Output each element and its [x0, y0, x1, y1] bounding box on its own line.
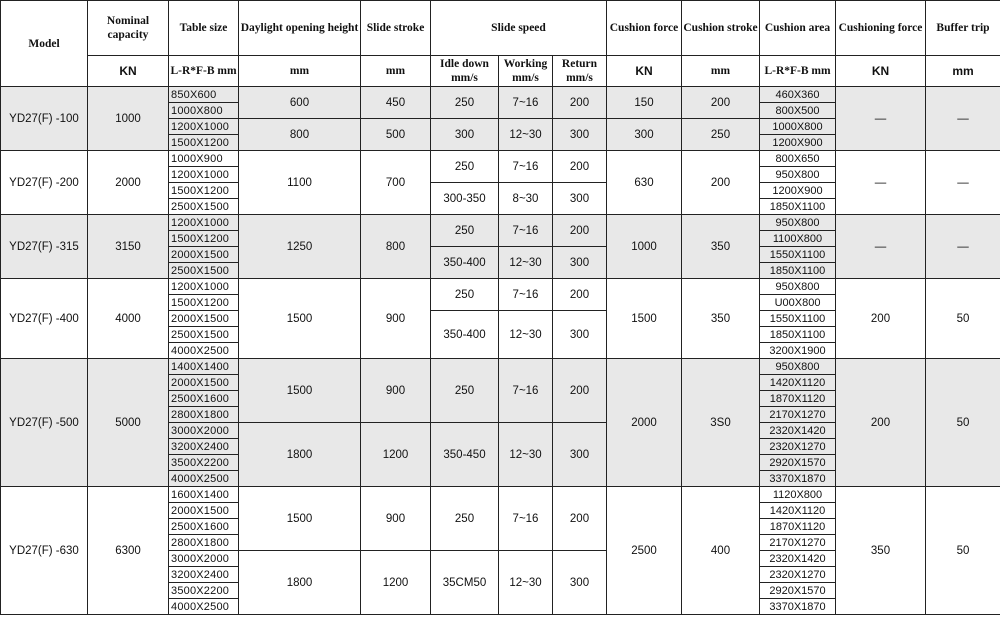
nominal-capacity: 6300 [88, 487, 169, 615]
idle-down-speed: 350-400 [431, 311, 499, 359]
idle-down-speed: 250 [431, 359, 499, 423]
cushion-area: 1550X1100 [760, 311, 836, 327]
table-size: 1200X1000 [169, 279, 239, 295]
cushion-area: 950X800 [760, 167, 836, 183]
header-cushion-force: Cushion force [607, 1, 682, 56]
daylight-height: 1500 [239, 279, 361, 359]
cushion-area: 1870X1120 [760, 519, 836, 535]
buffer-trip: — [926, 87, 1000, 151]
table-size: 4000X2500 [169, 471, 239, 487]
daylight-height: 1500 [239, 359, 361, 423]
table-row [1, 359, 1000, 375]
table-size: 2500X1600 [169, 391, 239, 407]
slide-stroke: 450 [361, 87, 431, 119]
table-size: 1600X1400 [169, 487, 239, 503]
cushion-force: 150 [607, 87, 682, 119]
table-size: 2000X1500 [169, 247, 239, 263]
cushion-area: 1420X1120 [760, 503, 836, 519]
daylight-height: 1800 [239, 423, 361, 487]
buffer-trip: 50 [926, 359, 1000, 487]
working-speed: 7~16 [499, 487, 553, 551]
header-nominal-capacity: Nominal capacity [88, 1, 169, 56]
cushion-area: U00X800 [760, 295, 836, 311]
table-size: 2800X1800 [169, 407, 239, 423]
table-size: 4000X2500 [169, 343, 239, 359]
table-size: 2500X1600 [169, 519, 239, 535]
return-speed: 200 [553, 87, 607, 119]
working-speed: 7~16 [499, 87, 553, 119]
cushion-area: 1550X1100 [760, 247, 836, 263]
cushion-area: 2320X1420 [760, 423, 836, 439]
nominal-capacity: 1000 [88, 87, 169, 151]
table-row [1, 87, 1000, 103]
buffer-trip: 50 [926, 279, 1000, 359]
slide-stroke: 1200 [361, 423, 431, 487]
table-size: 4000X2500 [169, 599, 239, 615]
working-speed: 12~30 [499, 551, 553, 615]
table-size: 1500X1200 [169, 231, 239, 247]
cushion-area: 1850X1100 [760, 263, 836, 279]
cushion-area: 2920X1570 [760, 455, 836, 471]
buffer-trip: — [926, 215, 1000, 279]
cushion-force: 1500 [607, 279, 682, 359]
unit-cushion-force: KN [607, 56, 682, 87]
cushion-area: 1000X800 [760, 119, 836, 135]
table-size: 2800X1800 [169, 535, 239, 551]
nominal-capacity: 3150 [88, 215, 169, 279]
table-size: 2500X1500 [169, 199, 239, 215]
unit-cushion-stroke: mm [682, 56, 760, 87]
cushioning-force: — [836, 87, 926, 151]
table-size: 2000X1500 [169, 503, 239, 519]
model-name: YD27(F) -200 [1, 151, 88, 215]
daylight-height: 1800 [239, 551, 361, 615]
unit-idle-down: Idle down mm/s [431, 56, 499, 87]
table-size: 1400X1400 [169, 359, 239, 375]
nominal-capacity: 2000 [88, 151, 169, 215]
cushion-area: 1100X800 [760, 231, 836, 247]
table-size: 1500X1200 [169, 295, 239, 311]
idle-down-speed: 350-400 [431, 247, 499, 279]
model-name: YD27(F) -315 [1, 215, 88, 279]
header-daylight: Daylight opening height [239, 1, 361, 56]
cushion-area: 2170X1270 [760, 407, 836, 423]
table-size: 3200X2400 [169, 567, 239, 583]
table-size: 3500X2200 [169, 583, 239, 599]
header-row [1, 1, 1000, 56]
table-size: 2500X1500 [169, 263, 239, 279]
unit-capacity: KN [88, 56, 169, 87]
buffer-trip: — [926, 151, 1000, 215]
unit-daylight: mm [239, 56, 361, 87]
table-size: 3200X2400 [169, 439, 239, 455]
cushion-area: 1850X1100 [760, 327, 836, 343]
unit-table-size: L-R*F-B mm [169, 56, 239, 87]
return-speed: 200 [553, 487, 607, 551]
cushion-area: 460X360 [760, 87, 836, 103]
daylight-height: 800 [239, 119, 361, 151]
buffer-trip: 50 [926, 487, 1000, 615]
return-speed: 200 [553, 215, 607, 247]
return-speed: 300 [553, 119, 607, 151]
units-row [1, 56, 1000, 87]
working-speed: 7~16 [499, 279, 553, 311]
unit-buffer-trip: mm [926, 56, 1000, 87]
table-size: 1000X900 [169, 151, 239, 167]
header-table-size: Table size [169, 1, 239, 56]
idle-down-speed: 250 [431, 151, 499, 183]
header-cushion-area: Cushion area [760, 1, 836, 56]
table-size: 2000X1500 [169, 311, 239, 327]
cushion-area: 3370X1870 [760, 599, 836, 615]
slide-stroke: 500 [361, 119, 431, 151]
nominal-capacity: 5000 [88, 359, 169, 487]
cushion-area: 2170X1270 [760, 535, 836, 551]
unit-cushioning-force: KN [836, 56, 926, 87]
idle-down-speed: 350-450 [431, 423, 499, 487]
idle-down-speed: 250 [431, 487, 499, 551]
working-speed: 7~16 [499, 151, 553, 183]
return-speed: 200 [553, 279, 607, 311]
cushion-area: 950X800 [760, 215, 836, 231]
table-size: 3000X2000 [169, 551, 239, 567]
table-size: 850X600 [169, 87, 239, 103]
cushion-area: 2320X1270 [760, 439, 836, 455]
model-name: YD27(F) -400 [1, 279, 88, 359]
cushioning-force: — [836, 215, 926, 279]
table-size: 1500X1200 [169, 183, 239, 199]
cushion-force: 1000 [607, 215, 682, 279]
idle-down-speed: 300-350 [431, 183, 499, 215]
slide-stroke: 800 [361, 215, 431, 279]
cushion-area: 3200X1900 [760, 343, 836, 359]
idle-down-speed: 300 [431, 119, 499, 151]
cushion-area: 950X800 [760, 359, 836, 375]
cushion-area: 800X650 [760, 151, 836, 167]
cushioning-force: 200 [836, 359, 926, 487]
return-speed: 300 [553, 183, 607, 215]
table-size: 1200X1000 [169, 167, 239, 183]
table-size: 2500X1500 [169, 327, 239, 343]
cushion-area: 1200X900 [760, 135, 836, 151]
daylight-height: 600 [239, 87, 361, 119]
cushion-area: 1120X800 [760, 487, 836, 503]
working-speed: 12~30 [499, 119, 553, 151]
header-cushion-stroke: Cushion stroke [682, 1, 760, 56]
return-speed: 300 [553, 423, 607, 487]
return-speed: 200 [553, 151, 607, 183]
cushion-area: 1200X900 [760, 183, 836, 199]
cushion-force: 630 [607, 151, 682, 215]
table-row [1, 151, 1000, 167]
unit-working: Working mm/s [499, 56, 553, 87]
daylight-height: 1100 [239, 151, 361, 215]
idle-down-speed: 250 [431, 215, 499, 247]
cushioning-force: 200 [836, 279, 926, 359]
cushioning-force: — [836, 151, 926, 215]
cushioning-force: 350 [836, 487, 926, 615]
table-size: 1000X800 [169, 103, 239, 119]
table-row [1, 215, 1000, 231]
header-slide-speed: Slide speed [431, 1, 607, 56]
table-row [1, 487, 1000, 503]
cushion-stroke: 400 [682, 487, 760, 615]
slide-stroke: 700 [361, 151, 431, 215]
unit-cushion-area: L-R*F-B mm [760, 56, 836, 87]
working-speed: 7~16 [499, 215, 553, 247]
table-row [1, 279, 1000, 295]
table-size: 1200X1000 [169, 215, 239, 231]
return-speed: 300 [553, 551, 607, 615]
slide-stroke: 900 [361, 359, 431, 423]
return-speed: 300 [553, 311, 607, 359]
cushion-stroke: 250 [682, 119, 760, 151]
table-size: 1200X1000 [169, 119, 239, 135]
return-speed: 200 [553, 359, 607, 423]
cushion-stroke: 3S0 [682, 359, 760, 487]
daylight-height: 1250 [239, 215, 361, 279]
working-speed: 12~30 [499, 423, 553, 487]
unit-slide-stroke: mm [361, 56, 431, 87]
model-name: YD27(F) -630 [1, 487, 88, 615]
header-buffer-trip: Buffer trip [926, 1, 1000, 56]
return-speed: 300 [553, 247, 607, 279]
cushion-stroke: 200 [682, 87, 760, 119]
cushion-force: 2000 [607, 359, 682, 487]
slide-stroke: 900 [361, 279, 431, 359]
table-size: 2000X1500 [169, 375, 239, 391]
model-name: YD27(F) -100 [1, 87, 88, 151]
table-size: 3000X2000 [169, 423, 239, 439]
header-model: Model [1, 1, 88, 87]
working-speed: 8~30 [499, 183, 553, 215]
cushion-area: 1420X1120 [760, 375, 836, 391]
model-name: YD27(F) -500 [1, 359, 88, 487]
cushion-stroke: 350 [682, 279, 760, 359]
cushion-area: 2920X1570 [760, 583, 836, 599]
cushion-force: 300 [607, 119, 682, 151]
table-size: 3500X2200 [169, 455, 239, 471]
idle-down-speed: 250 [431, 87, 499, 119]
cushion-area: 1870X1120 [760, 391, 836, 407]
cushion-area: 3370X1870 [760, 471, 836, 487]
cushion-area: 1850X1100 [760, 199, 836, 215]
working-speed: 7~16 [499, 359, 553, 423]
nominal-capacity: 4000 [88, 279, 169, 359]
cushion-area: 950X800 [760, 279, 836, 295]
slide-stroke: 1200 [361, 551, 431, 615]
cushion-stroke: 200 [682, 151, 760, 215]
header-slide-stroke: Slide stroke [361, 1, 431, 56]
idle-down-speed: 35CM50 [431, 551, 499, 615]
idle-down-speed: 250 [431, 279, 499, 311]
unit-return: Return mm/s [553, 56, 607, 87]
daylight-height: 1500 [239, 487, 361, 551]
cushion-force: 2500 [607, 487, 682, 615]
slide-stroke: 900 [361, 487, 431, 551]
header-cushioning-force: Cushioning force [836, 1, 926, 56]
cushion-area: 2320X1420 [760, 551, 836, 567]
working-speed: 12~30 [499, 247, 553, 279]
cushion-stroke: 350 [682, 215, 760, 279]
cushion-area: 2320X1270 [760, 567, 836, 583]
cushion-area: 800X500 [760, 103, 836, 119]
table-size: 1500X1200 [169, 135, 239, 151]
working-speed: 12~30 [499, 311, 553, 359]
